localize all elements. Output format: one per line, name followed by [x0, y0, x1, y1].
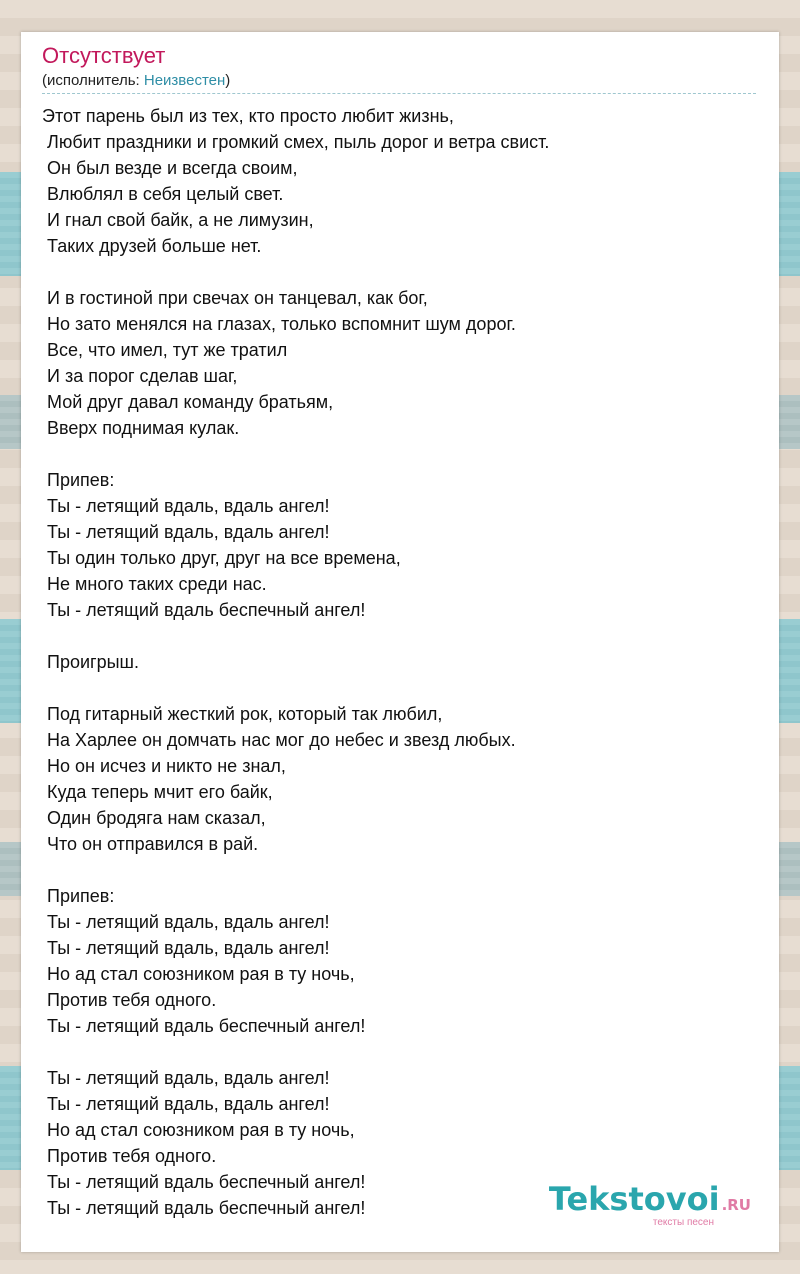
- lyric-line: На Харлее он домчать нас мог до небес и звезд любых.: [42, 730, 516, 750]
- lyric-line: Ты - летящий вдаль, вдаль ангел!: [42, 912, 330, 932]
- lyric-line: Проигрыш.: [42, 652, 139, 672]
- lyric-line: И за порог сделав шаг,: [42, 366, 238, 386]
- lyrics-card: [21, 32, 779, 1252]
- lyric-line: Но ад стал союзником рая в ту ночь,: [42, 1120, 355, 1140]
- logo-wordmark: [549, 1182, 751, 1222]
- lyric-line: Припев:: [42, 886, 115, 906]
- lyric-line: Таких друзей больше нет.: [42, 236, 262, 256]
- lyric-line: Ты - летящий вдаль, вдаль ангел!: [42, 522, 330, 542]
- lyric-line: Припев:: [42, 470, 115, 490]
- lyric-line: Вверх поднимая кулак.: [42, 418, 240, 438]
- lyric-line: [42, 259, 762, 285]
- lyric-line: Ты - летящий вдаль беспечный ангел!: [42, 1198, 366, 1218]
- lyric-line: Ты - летящий вдаль беспечный ангел!: [42, 1016, 366, 1036]
- lyrics-text: [42, 103, 762, 1221]
- lyric-line: Ты - летящий вдаль, вдаль ангел!: [42, 1094, 330, 1114]
- lyric-line: Ты - летящий вдаль беспечный ангел!: [42, 1172, 366, 1192]
- artist-suffix: ): [225, 72, 231, 89]
- lyric-line: Один бродяга нам сказал,: [42, 808, 266, 828]
- lyric-line: [42, 857, 762, 883]
- logo-tld: .RU: [721, 1196, 751, 1214]
- header-divider: [42, 93, 756, 94]
- lyric-line: Влюблял в себя целый свет.: [42, 184, 284, 204]
- lyric-line: Ты - летящий вдаль беспечный ангел!: [42, 600, 366, 620]
- song-title: Отсутствует: [42, 43, 166, 68]
- lyric-line: Против тебя одного.: [42, 1146, 217, 1166]
- logo-name: Tekstovoi: [548, 1180, 720, 1218]
- lyric-line: Ты - летящий вдаль, вдаль ангел!: [42, 1068, 330, 1088]
- lyric-line: И в гостиной при свечах он танцевал, как бог,: [42, 288, 428, 308]
- lyric-line: Ты один только друг, друг на все времена,: [42, 548, 401, 568]
- lyric-line: [42, 623, 762, 649]
- lyric-line: [42, 441, 762, 467]
- lyric-line: Все, что имел, тут же тратил: [42, 340, 288, 360]
- lyric-line: Любит праздники и громкий смех, пыль дорог и ветра свист.: [42, 132, 550, 152]
- site-logo[interactable]: [549, 1182, 751, 1228]
- lyric-line: Мой друг давал команду братьям,: [42, 392, 334, 412]
- lyric-line: [42, 675, 762, 701]
- lyric-line: Но ад стал союзником рая в ту ночь,: [42, 964, 355, 984]
- lyric-line: Он был везде и всегда своим,: [42, 158, 298, 178]
- lyric-line: Что он отправился в рай.: [42, 834, 259, 854]
- lyric-line: Этот парень был из тех, кто просто любит жизнь,: [42, 106, 454, 126]
- lyric-line: Против тебя одного.: [42, 990, 217, 1010]
- lyric-line: Но он исчез и никто не знал,: [42, 756, 286, 776]
- artist-line: [42, 72, 230, 89]
- lyric-line: Куда теперь мчит его байк,: [42, 782, 273, 802]
- lyric-line: Не много таких среди нас.: [42, 574, 267, 594]
- lyric-line: Ты - летящий вдаль, вдаль ангел!: [42, 938, 330, 958]
- lyric-line: Но зато менялся на глазах, только вспомнит шум дорог.: [42, 314, 516, 334]
- artist-link[interactable]: Неизвестен: [143, 72, 226, 89]
- artist-prefix: (исполнитель:: [42, 72, 144, 89]
- lyric-line: Ты - летящий вдаль, вдаль ангел!: [42, 496, 330, 516]
- lyric-line: И гнал свой байк, а не лимузин,: [42, 210, 314, 230]
- lyric-line: Под гитарный жесткий рок, который так любил,: [42, 704, 443, 724]
- logo-tagline: тексты песен: [652, 1217, 714, 1228]
- lyric-line: [42, 1039, 762, 1065]
